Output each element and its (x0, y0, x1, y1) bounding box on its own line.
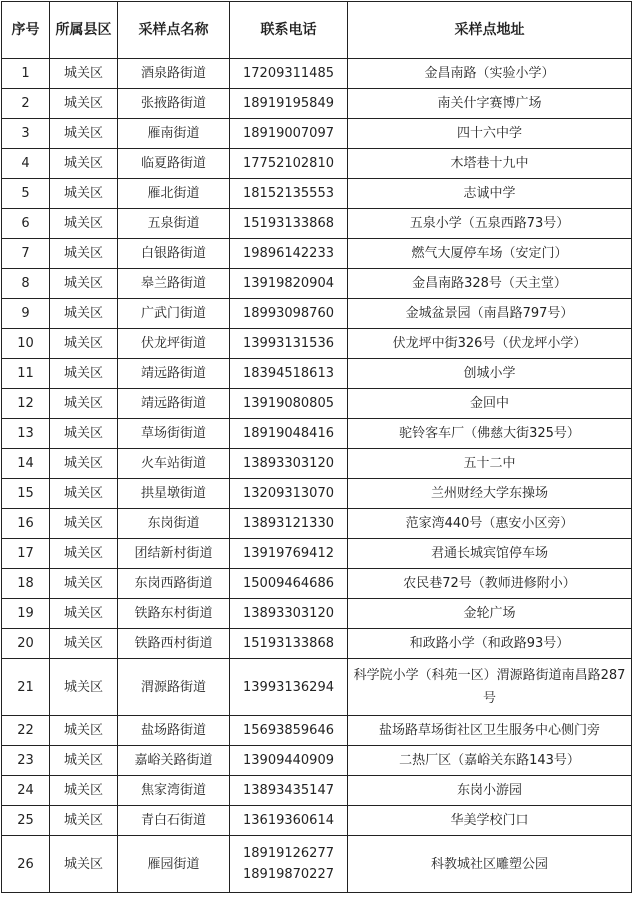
table-row (2, 89, 632, 119)
cell-district: 城关区 (50, 716, 118, 746)
table-row (2, 239, 632, 269)
cell-district: 城关区 (50, 389, 118, 419)
table-row (2, 716, 632, 746)
cell-district: 城关区 (50, 149, 118, 179)
cell-phone: 15693859646 (230, 716, 348, 746)
cell-site-name: 焦家湾街道 (118, 776, 230, 806)
cell-site-name: 酒泉路街道 (118, 59, 230, 89)
cell-address: 盐场路草场街社区卫生服务中心侧门旁 (348, 716, 632, 746)
header-district: 所属县区 (50, 2, 118, 59)
table-row (2, 569, 632, 599)
table-body (2, 59, 632, 893)
cell-site-name: 东岗街道 (118, 509, 230, 539)
cell-phone: 13893435147 (230, 776, 348, 806)
table-row (2, 449, 632, 479)
cell-site-name: 铁路西村街道 (118, 629, 230, 659)
cell-no: 8 (2, 269, 50, 299)
cell-address: 科教城社区雕塑公园 (348, 836, 632, 893)
cell-no: 22 (2, 716, 50, 746)
cell-phone: 13919080805 (230, 389, 348, 419)
cell-site-name: 雁南街道 (118, 119, 230, 149)
cell-no: 12 (2, 389, 50, 419)
table-row (2, 269, 632, 299)
cell-district: 城关区 (50, 419, 118, 449)
cell-phone: 18993098760 (230, 299, 348, 329)
cell-site-name: 雁北街道 (118, 179, 230, 209)
cell-phone: 13893121330 (230, 509, 348, 539)
cell-phone: 15009464686 (230, 569, 348, 599)
cell-phone: 18919007097 (230, 119, 348, 149)
cell-site-name: 火车站街道 (118, 449, 230, 479)
cell-no: 9 (2, 299, 50, 329)
cell-site-name: 东岗西路街道 (118, 569, 230, 599)
cell-phone: 13619360614 (230, 806, 348, 836)
cell-district: 城关区 (50, 359, 118, 389)
cell-address: 二热厂区（嘉峪关东路143号） (348, 746, 632, 776)
cell-district: 城关区 (50, 239, 118, 269)
cell-no: 26 (2, 836, 50, 893)
cell-phone: 17209311485 (230, 59, 348, 89)
cell-district: 城关区 (50, 659, 118, 716)
header-no: 序号 (2, 2, 50, 59)
cell-district: 城关区 (50, 179, 118, 209)
cell-address: 金轮广场 (348, 599, 632, 629)
table-row (2, 389, 632, 419)
cell-phone: 18152135553 (230, 179, 348, 209)
header-address: 采样点地址 (348, 2, 632, 59)
cell-site-name: 拱星墩街道 (118, 479, 230, 509)
cell-phone: 18394518613 (230, 359, 348, 389)
cell-no: 3 (2, 119, 50, 149)
cell-phone: 18919195849 (230, 89, 348, 119)
header-site-name: 采样点名称 (118, 2, 230, 59)
cell-site-name: 靖远路街道 (118, 389, 230, 419)
cell-phone: 13919820904 (230, 269, 348, 299)
cell-address: 南关什字赛博广场 (348, 89, 632, 119)
cell-site-name: 临夏路街道 (118, 149, 230, 179)
table-row (2, 359, 632, 389)
cell-address: 志诚中学 (348, 179, 632, 209)
cell-address: 五泉小学（五泉西路73号） (348, 209, 632, 239)
cell-no: 21 (2, 659, 50, 716)
cell-district: 城关区 (50, 59, 118, 89)
table-row (2, 659, 632, 716)
cell-address: 金城盆景园（南昌路797号） (348, 299, 632, 329)
table-row (2, 209, 632, 239)
cell-district: 城关区 (50, 776, 118, 806)
cell-site-name: 五泉街道 (118, 209, 230, 239)
cell-address: 木塔巷十九中 (348, 149, 632, 179)
cell-no: 15 (2, 479, 50, 509)
cell-address: 和政路小学（和政路93号） (348, 629, 632, 659)
table-row (2, 776, 632, 806)
sampling-sites-table (1, 1, 632, 893)
cell-phone: 13919769412 (230, 539, 348, 569)
cell-address: 驼铃客车厂（佛慈大街325号） (348, 419, 632, 449)
cell-district: 城关区 (50, 569, 118, 599)
cell-phone: 13993131536 (230, 329, 348, 359)
cell-address: 华美学校门口 (348, 806, 632, 836)
cell-district: 城关区 (50, 329, 118, 359)
cell-site-name: 渭源路街道 (118, 659, 230, 716)
cell-phone: 13893303120 (230, 599, 348, 629)
cell-site-name: 嘉峪关路街道 (118, 746, 230, 776)
cell-address: 农民巷72号（教师进修附小） (348, 569, 632, 599)
cell-no: 7 (2, 239, 50, 269)
cell-district: 城关区 (50, 806, 118, 836)
cell-site-name: 靖远路街道 (118, 359, 230, 389)
table-row (2, 629, 632, 659)
cell-site-name: 皋兰路街道 (118, 269, 230, 299)
cell-district: 城关区 (50, 269, 118, 299)
cell-no: 24 (2, 776, 50, 806)
cell-district: 城关区 (50, 209, 118, 239)
cell-phone: 13909440909 (230, 746, 348, 776)
cell-address: 燃气大厦停车场（安定门） (348, 239, 632, 269)
table-row (2, 149, 632, 179)
cell-phone: 18919048416 (230, 419, 348, 449)
cell-address: 范家湾440号（惠安小区旁） (348, 509, 632, 539)
table-row (2, 179, 632, 209)
cell-district: 城关区 (50, 746, 118, 776)
cell-no: 10 (2, 329, 50, 359)
table-row (2, 329, 632, 359)
cell-district: 城关区 (50, 449, 118, 479)
cell-no: 20 (2, 629, 50, 659)
cell-address: 五十二中 (348, 449, 632, 479)
cell-no: 6 (2, 209, 50, 239)
table-row (2, 479, 632, 509)
cell-district: 城关区 (50, 299, 118, 329)
table-row (2, 59, 632, 89)
table-row (2, 836, 632, 893)
cell-no: 2 (2, 89, 50, 119)
cell-address: 金昌南路（实验小学） (348, 59, 632, 89)
table-row (2, 599, 632, 629)
header-phone: 联系电话 (230, 2, 348, 59)
table-row (2, 419, 632, 449)
cell-address: 科学院小学（科苑一区）渭源路街道南昌路287号 (348, 659, 632, 716)
cell-district: 城关区 (50, 479, 118, 509)
cell-phone: 13993136294 (230, 659, 348, 716)
cell-no: 25 (2, 806, 50, 836)
cell-phone: 15193133868 (230, 209, 348, 239)
cell-phone: 19896142233 (230, 239, 348, 269)
cell-no: 5 (2, 179, 50, 209)
cell-district: 城关区 (50, 119, 118, 149)
cell-phone: 15193133868 (230, 629, 348, 659)
cell-address: 创城小学 (348, 359, 632, 389)
cell-no: 14 (2, 449, 50, 479)
cell-phone: 18919126277 18919870227 (230, 836, 348, 893)
cell-address: 兰州财经大学东操场 (348, 479, 632, 509)
cell-district: 城关区 (50, 539, 118, 569)
cell-no: 17 (2, 539, 50, 569)
cell-site-name: 青白石街道 (118, 806, 230, 836)
cell-site-name: 伏龙坪街道 (118, 329, 230, 359)
cell-site-name: 张掖路街道 (118, 89, 230, 119)
cell-site-name: 草场街街道 (118, 419, 230, 449)
cell-site-name: 广武门街道 (118, 299, 230, 329)
table-row (2, 509, 632, 539)
cell-site-name: 白银路街道 (118, 239, 230, 269)
cell-phone: 13209313070 (230, 479, 348, 509)
table-row (2, 539, 632, 569)
cell-district: 城关区 (50, 509, 118, 539)
cell-no: 18 (2, 569, 50, 599)
table-row (2, 119, 632, 149)
cell-no: 16 (2, 509, 50, 539)
cell-address: 伏龙坪中街326号（伏龙坪小学） (348, 329, 632, 359)
cell-no: 13 (2, 419, 50, 449)
cell-address: 金昌南路328号（天主堂） (348, 269, 632, 299)
cell-site-name: 盐场路街道 (118, 716, 230, 746)
table-row (2, 299, 632, 329)
cell-no: 23 (2, 746, 50, 776)
cell-address: 四十六中学 (348, 119, 632, 149)
cell-district: 城关区 (50, 599, 118, 629)
cell-no: 1 (2, 59, 50, 89)
cell-no: 11 (2, 359, 50, 389)
cell-address: 金回中 (348, 389, 632, 419)
cell-phone: 13893303120 (230, 449, 348, 479)
cell-no: 19 (2, 599, 50, 629)
cell-district: 城关区 (50, 89, 118, 119)
cell-site-name: 团结新村街道 (118, 539, 230, 569)
table-header-row (2, 2, 632, 59)
cell-site-name: 雁园街道 (118, 836, 230, 893)
cell-site-name: 铁路东村街道 (118, 599, 230, 629)
table-row (2, 746, 632, 776)
cell-no: 4 (2, 149, 50, 179)
cell-address: 东岗小游园 (348, 776, 632, 806)
cell-address: 君通长城宾馆停车场 (348, 539, 632, 569)
cell-district: 城关区 (50, 629, 118, 659)
cell-phone: 17752102810 (230, 149, 348, 179)
table-row (2, 806, 632, 836)
cell-district: 城关区 (50, 836, 118, 893)
